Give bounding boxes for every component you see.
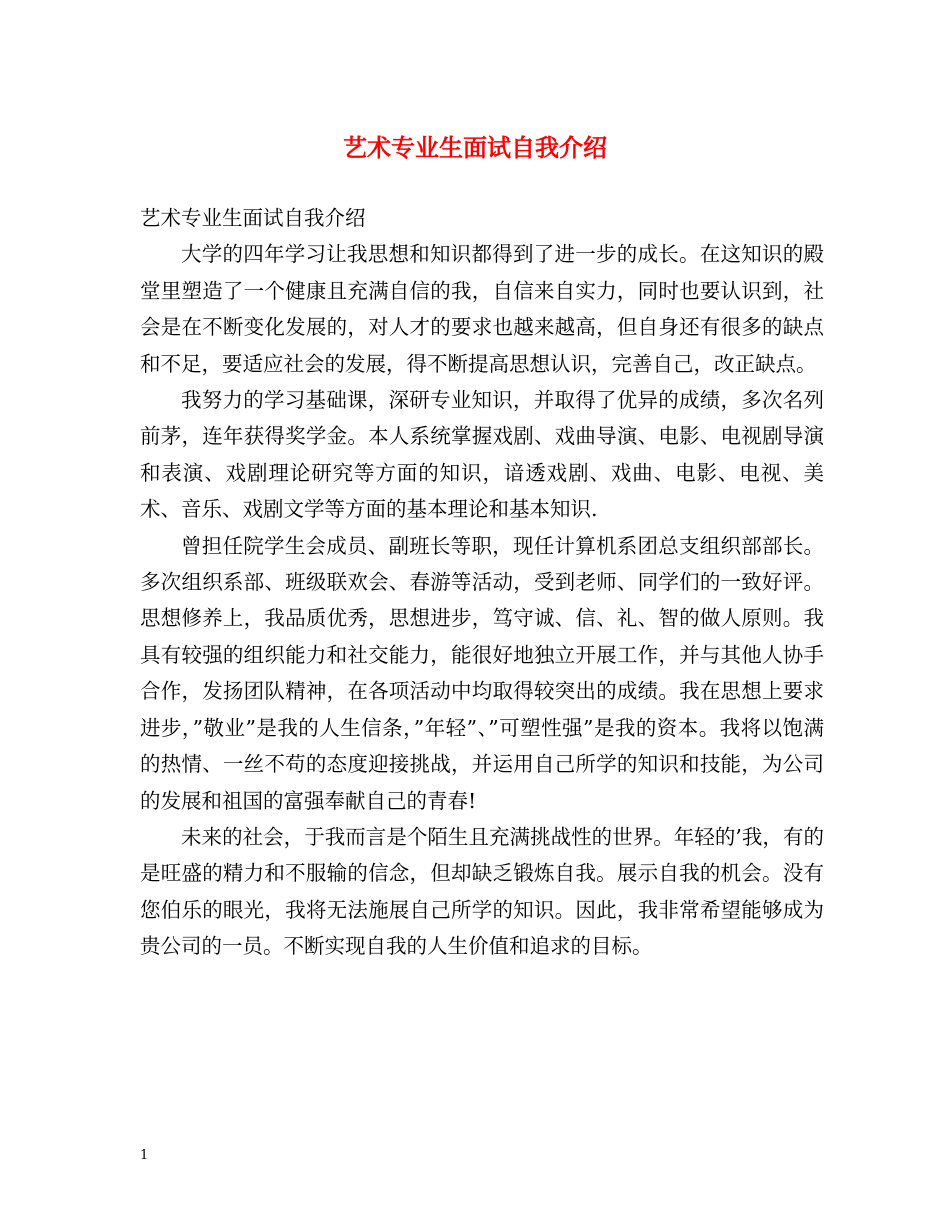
paragraph-3: 曾担任院学生会成员、副班长等职，现任计算机系团总支组织部部长。多次组织系部、班级联欢会、春游等活动，受到老师、同学们的一致好评。思想修养上，我品质优秀，思想进步，笃守诚、信、礼、智的做人原则。我具有较强的组织能力和社交能力，能很好地独立开展工作，并与其他人协手合作，发扬团队精神，在各项活动中均取得较突出的成绩。我在思想上要求进步，”敬业”是我的人生信条，”年轻”、”可塑性强”是我的资本。我将以饱满的热情、一丝不苟的态度迎接挑战，并运用自己所学的知识和技能，为公司的发展和祖国的富强奉献自己的青春! — [140, 533, 824, 813]
paragraph-2: 我努力的学习基础课，深研专业知识，并取得了优异的成绩，多次名列前茅，连年获得奖学金。本人系统掌握戏剧、戏曲导演、电影、电视剧导演和表演、戏剧理论研究等方面的知识，谙透戏剧、戏曲、电影、电视、美术、音乐、戏剧文学等方面的基本理论和基本知识. — [140, 388, 824, 522]
page-number: 1 — [140, 1148, 149, 1163]
document-subtitle: 艺术专业生面试自我介绍 — [140, 206, 366, 230]
document-body — [140, 200, 824, 965]
page-title: 艺术专业生面试自我介绍 — [343, 133, 607, 162]
paragraph-4: 未来的社会，于我而言是个陌生且充满挑战性的世界。年轻的’我，有的是旺盛的精力和不服输的信念，但却缺乏锻炼自我。展示自我的机会。没有您伯乐的眼光，我将无法施展自己所学的知识。因此，我非常希望能够成为贵公司的一员。不断实现自我的人生价值和追求的目标。 — [140, 824, 824, 959]
paragraph-1: 大学的四年学习让我思想和知识都得到了进一步的成长。在这知识的殿堂里塑造了一个健康且充满自信的我，自信来自实力，同时也要认识到，社会是在不断变化发展的，对人才的要求也越来越高，但自身还有很多的缺点和不足，要适应社会的发展，得不断提高思想认识，完善自己，改正缺点。 — [140, 242, 824, 376]
